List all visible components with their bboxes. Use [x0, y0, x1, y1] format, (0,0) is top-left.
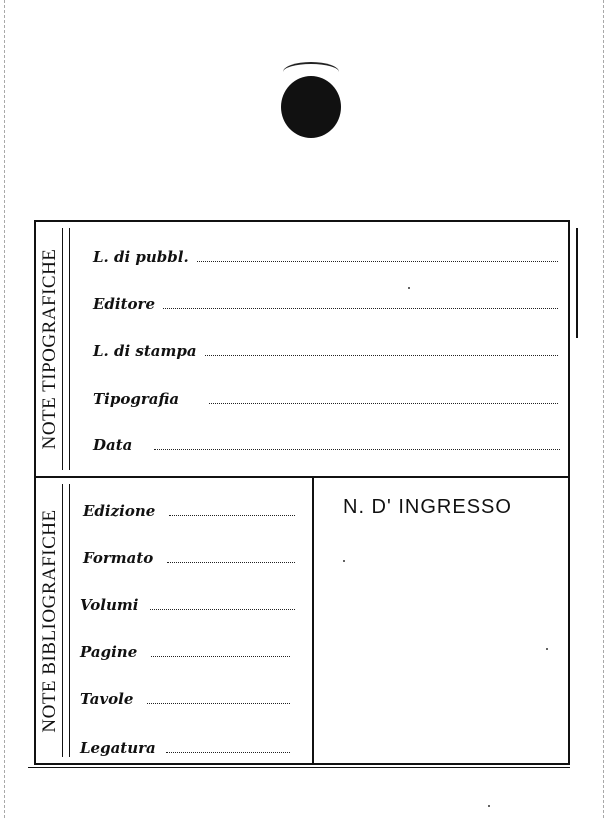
field-label: Editore	[93, 295, 155, 313]
field-label: L. di stampa	[93, 342, 197, 360]
field-publisher[interactable]	[93, 289, 558, 313]
field-label: Volumi	[80, 596, 139, 614]
print-speck	[546, 648, 548, 650]
field-label: Pagine	[80, 643, 138, 661]
dotted-line	[167, 561, 295, 563]
typographic-notes-sidebar	[34, 222, 66, 476]
dotted-line	[147, 702, 290, 704]
dotted-line	[205, 354, 558, 356]
frame-bottom-shadow-line	[28, 767, 570, 768]
field-edition[interactable]	[83, 496, 295, 520]
field-place-of-publication[interactable]	[93, 242, 558, 266]
bibliographic-notes-sidebar	[34, 478, 66, 763]
dotted-line	[154, 448, 560, 450]
column-divider	[312, 478, 314, 763]
field-label: Tavole	[80, 690, 134, 708]
field-date[interactable]	[93, 430, 560, 454]
dotted-line	[163, 307, 558, 309]
dotted-line	[166, 751, 290, 753]
dotted-line	[151, 655, 290, 657]
field-label: Edizione	[83, 502, 156, 520]
accession-number-label: N. D' INGRESSO	[343, 496, 512, 518]
sidebar-rule	[62, 228, 70, 470]
typographic-notes-label: NOTE TIPOGRAFICHE	[39, 248, 60, 450]
field-volumes[interactable]	[80, 590, 295, 614]
field-label: L. di pubbl.	[93, 248, 189, 266]
dotted-line	[150, 608, 295, 610]
dotted-line	[209, 402, 558, 404]
bibliographic-notes-label: NOTE BIBLIOGRAFICHE	[39, 508, 60, 733]
field-place-of-printing[interactable]	[93, 336, 558, 360]
field-format[interactable]	[83, 543, 295, 567]
field-label: Formato	[83, 549, 154, 567]
punch-hole	[281, 76, 341, 138]
print-speck	[488, 805, 490, 807]
field-pages[interactable]	[80, 637, 290, 661]
print-speck	[343, 560, 345, 562]
field-printing-house[interactable]	[93, 384, 558, 408]
field-plates[interactable]	[80, 684, 290, 708]
dotted-line	[169, 514, 295, 516]
print-speck	[408, 287, 410, 289]
sidebar-rule	[62, 484, 70, 757]
field-binding[interactable]	[80, 733, 290, 757]
field-label: Legatura	[80, 739, 156, 757]
field-label: Tipografia	[93, 390, 180, 408]
frame-shadow-line	[576, 228, 578, 338]
section-divider	[34, 476, 570, 478]
field-label: Data	[93, 436, 133, 454]
dotted-line	[197, 260, 558, 262]
right-card-edge	[603, 0, 604, 818]
left-card-edge	[4, 0, 5, 818]
